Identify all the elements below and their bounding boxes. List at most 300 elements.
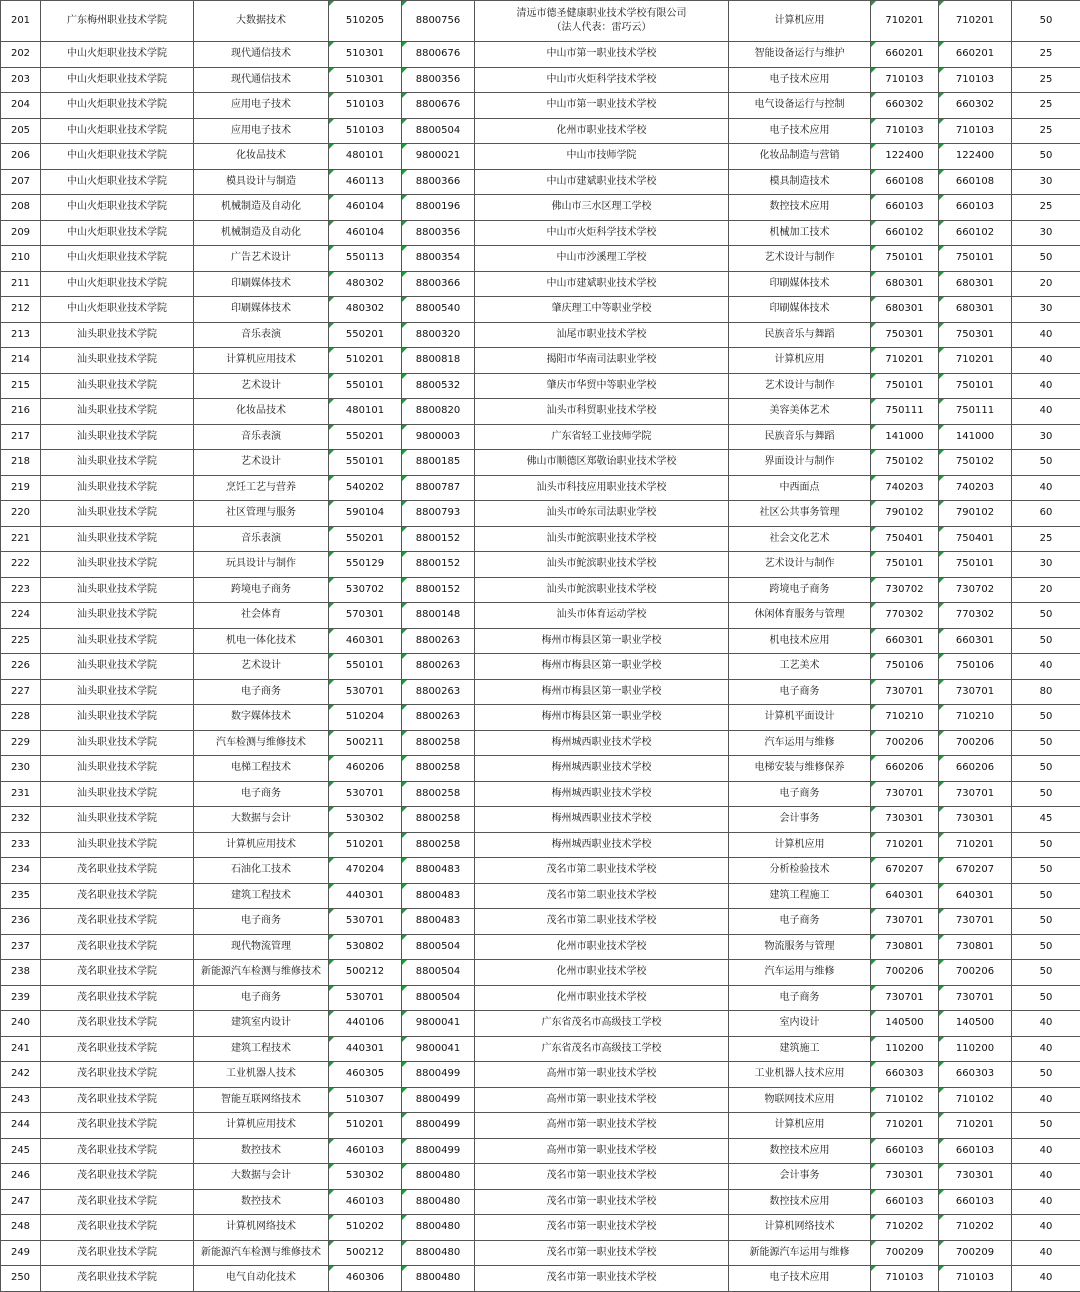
cell-no: 246: [1, 1164, 41, 1190]
table-row: [1, 1164, 1080, 1190]
table-row: [1, 934, 1080, 960]
table-row: [1, 93, 1080, 119]
cell-major-code: 480302: [329, 271, 402, 297]
cell-code2: 640301: [871, 883, 939, 909]
cell-code2: 750102: [871, 450, 939, 476]
cell-major: 玩具设计与制作: [194, 552, 329, 578]
cell-no: 204: [1, 93, 41, 119]
cell-school-code: 8800480: [402, 1266, 475, 1292]
cell-code2: 710102: [871, 1087, 939, 1113]
cell-sec-major: 新能源汽车运用与维修: [729, 1240, 871, 1266]
cell-code3: 730801: [939, 934, 1012, 960]
cell-count: 50: [1012, 858, 1080, 884]
cell-school: 茂名市第二职业技术学校: [475, 909, 729, 935]
cell-major-code: 540202: [329, 475, 402, 501]
cell-count: 40: [1012, 1215, 1080, 1241]
cell-no: 214: [1, 348, 41, 374]
cell-school: 中山市第一职业技术学校: [475, 93, 729, 119]
cell-college: 中山火炬职业技术学院: [41, 271, 194, 297]
cell-major-code: 460104: [329, 220, 402, 246]
cell-major-code: 550201: [329, 526, 402, 552]
cell-school-code: 8800196: [402, 195, 475, 221]
cell-code2: 660102: [871, 220, 939, 246]
cell-major: 数字媒体技术: [194, 705, 329, 731]
cell-no: 227: [1, 679, 41, 705]
cell-count: 30: [1012, 169, 1080, 195]
cell-count: 40: [1012, 1011, 1080, 1037]
cell-major: 建筑工程技术: [194, 1036, 329, 1062]
cell-school-code: 8800480: [402, 1164, 475, 1190]
cell-no: 220: [1, 501, 41, 527]
table-row: [1, 960, 1080, 986]
cell-count: 40: [1012, 348, 1080, 374]
cell-major-code: 480302: [329, 297, 402, 323]
cell-code2: 660108: [871, 169, 939, 195]
cell-college: 茂名职业技术学院: [41, 1240, 194, 1266]
table-row: [1, 1036, 1080, 1062]
cell-sec-major: 电子商务: [729, 679, 871, 705]
cell-count: 30: [1012, 552, 1080, 578]
cell-code3: 670207: [939, 858, 1012, 884]
cell-college: 汕头职业技术学院: [41, 781, 194, 807]
cell-count: 40: [1012, 1164, 1080, 1190]
cell-code3: 750111: [939, 399, 1012, 425]
cell-sec-major: 美容美体艺术: [729, 399, 871, 425]
cell-count: 30: [1012, 220, 1080, 246]
cell-school: 茂名市第二职业技术学校: [475, 858, 729, 884]
cell-major-code: 510201: [329, 832, 402, 858]
cell-major-code: 510204: [329, 705, 402, 731]
cell-code3: 730301: [939, 807, 1012, 833]
cell-school: 茂名市第一职业技术学校: [475, 1240, 729, 1266]
cell-code2: 680301: [871, 271, 939, 297]
table-row: [1, 654, 1080, 680]
cell-major-code: 550101: [329, 654, 402, 680]
cell-no: 245: [1, 1138, 41, 1164]
cell-school: 梅州市梅县区第一职业学校: [475, 654, 729, 680]
cell-no: 209: [1, 220, 41, 246]
cell-college: 中山火炬职业技术学院: [41, 169, 194, 195]
cell-school-code: 8800258: [402, 781, 475, 807]
cell-no: 249: [1, 1240, 41, 1266]
cell-school-code: 8800263: [402, 654, 475, 680]
cell-code2: 730701: [871, 781, 939, 807]
table-row: [1, 501, 1080, 527]
cell-college: 汕头职业技术学院: [41, 577, 194, 603]
cell-sec-major: 化妆品制造与营销: [729, 144, 871, 170]
cell-major-code: 530701: [329, 679, 402, 705]
cell-count: 40: [1012, 1266, 1080, 1292]
cell-college: 中山火炬职业技术学院: [41, 118, 194, 144]
cell-school: 高州市第一职业技术学校: [475, 1087, 729, 1113]
cell-code3: 710210: [939, 705, 1012, 731]
cell-count: 40: [1012, 1087, 1080, 1113]
table-row: [1, 679, 1080, 705]
cell-major: 化妆品技术: [194, 399, 329, 425]
cell-count: 50: [1012, 628, 1080, 654]
cell-college: 汕头职业技术学院: [41, 654, 194, 680]
cell-college: 茂名职业技术学院: [41, 1189, 194, 1215]
cell-no: 213: [1, 322, 41, 348]
cell-code2: 710201: [871, 1, 939, 42]
cell-code2: 710201: [871, 1113, 939, 1139]
cell-sec-major: 物流服务与管理: [729, 934, 871, 960]
cell-school-code: 8800504: [402, 960, 475, 986]
table-row: [1, 756, 1080, 782]
cell-college: 茂名职业技术学院: [41, 909, 194, 935]
table-row: [1, 909, 1080, 935]
cell-major-code: 550113: [329, 246, 402, 272]
cell-major: 建筑工程技术: [194, 883, 329, 909]
cell-count: 25: [1012, 67, 1080, 93]
cell-major: 大数据与会计: [194, 1164, 329, 1190]
cell-college: 中山火炬职业技术学院: [41, 246, 194, 272]
cell-major-code: 530802: [329, 934, 402, 960]
cell-count: 50: [1012, 450, 1080, 476]
cell-major-code: 440301: [329, 883, 402, 909]
cell-college: 汕头职业技术学院: [41, 832, 194, 858]
cell-sec-major: 汽车运用与维修: [729, 960, 871, 986]
cell-code3: 730701: [939, 985, 1012, 1011]
cell-major-code: 510103: [329, 118, 402, 144]
cell-no: 215: [1, 373, 41, 399]
cell-school: 梅州市梅县区第一职业学校: [475, 679, 729, 705]
cell-school-code: 8800366: [402, 271, 475, 297]
cell-count: 40: [1012, 399, 1080, 425]
cell-school: 汕尾市职业技术学校: [475, 322, 729, 348]
cell-major: 新能源汽车检测与维修技术: [194, 960, 329, 986]
cell-major: 应用电子技术: [194, 93, 329, 119]
cell-school: 汕头市鮀滨职业技术学校: [475, 526, 729, 552]
cell-no: 238: [1, 960, 41, 986]
cell-school: 高州市第一职业技术学校: [475, 1062, 729, 1088]
cell-college: 汕头职业技术学院: [41, 756, 194, 782]
cell-major: 石油化工技术: [194, 858, 329, 884]
cell-major-code: 500212: [329, 960, 402, 986]
cell-school-code: 8800499: [402, 1087, 475, 1113]
cell-code2: 700206: [871, 960, 939, 986]
cell-school-code: 8800540: [402, 297, 475, 323]
cell-school-code: 9800041: [402, 1036, 475, 1062]
cell-sec-major: 电子技术应用: [729, 67, 871, 93]
cell-code3: 660201: [939, 42, 1012, 68]
cell-major-code: 460113: [329, 169, 402, 195]
cell-code2: 710103: [871, 67, 939, 93]
cell-school-code: 8800356: [402, 220, 475, 246]
cell-major: 现代通信技术: [194, 67, 329, 93]
cell-sec-major: 电子商务: [729, 909, 871, 935]
cell-sec-major: 电子商务: [729, 781, 871, 807]
cell-count: 25: [1012, 526, 1080, 552]
cell-code3: 750106: [939, 654, 1012, 680]
cell-code2: 660303: [871, 1062, 939, 1088]
cell-sec-major: 艺术设计与制作: [729, 552, 871, 578]
cell-school-code: 8800480: [402, 1215, 475, 1241]
cell-school: 梅州城西职业技术学校: [475, 756, 729, 782]
cell-major-code: 510202: [329, 1215, 402, 1241]
table-row: [1, 42, 1080, 68]
cell-college: 汕头职业技术学院: [41, 322, 194, 348]
cell-school-code: 8800263: [402, 628, 475, 654]
cell-major: 电子商务: [194, 909, 329, 935]
table-row: [1, 1266, 1080, 1292]
cell-sec-major: 民族音乐与舞蹈: [729, 322, 871, 348]
cell-no: 218: [1, 450, 41, 476]
cell-count: 30: [1012, 424, 1080, 450]
table-row: [1, 1011, 1080, 1037]
cell-school: 肇庆理工中等职业学校: [475, 297, 729, 323]
cell-sec-major: 会计事务: [729, 807, 871, 833]
cell-major: 大数据技术: [194, 1, 329, 42]
cell-no: 205: [1, 118, 41, 144]
cell-code2: 730301: [871, 1164, 939, 1190]
cell-code3: 660303: [939, 1062, 1012, 1088]
table-row: [1, 628, 1080, 654]
cell-no: 234: [1, 858, 41, 884]
cell-sec-major: 电梯安装与维修保养: [729, 756, 871, 782]
cell-code3: 660301: [939, 628, 1012, 654]
cell-major: 社会体育: [194, 603, 329, 629]
cell-school-code: 8800258: [402, 832, 475, 858]
cell-count: 50: [1012, 781, 1080, 807]
cell-school: 高州市第一职业技术学校: [475, 1113, 729, 1139]
cell-major-code: 510201: [329, 1113, 402, 1139]
cell-college: 汕头职业技术学院: [41, 399, 194, 425]
cell-major: 电梯工程技术: [194, 756, 329, 782]
cell-major-code: 530701: [329, 909, 402, 935]
cell-sec-major: 印刷媒体技术: [729, 271, 871, 297]
cell-major: 机电一体化技术: [194, 628, 329, 654]
table-row: [1, 705, 1080, 731]
cell-code2: 710103: [871, 118, 939, 144]
cell-school: [475, 1, 729, 42]
cell-major: 社区管理与服务: [194, 501, 329, 527]
cell-code3: 750102: [939, 450, 1012, 476]
cell-school-code: 8800756: [402, 1, 475, 42]
cell-code3: 640301: [939, 883, 1012, 909]
cell-sec-major: 计算机应用: [729, 1113, 871, 1139]
cell-code3: 740203: [939, 475, 1012, 501]
cell-count: 50: [1012, 1113, 1080, 1139]
cell-college: 茂名职业技术学院: [41, 934, 194, 960]
cell-no: 210: [1, 246, 41, 272]
cell-code3: 660206: [939, 756, 1012, 782]
cell-code3: 680301: [939, 297, 1012, 323]
cell-major: 电气自动化技术: [194, 1266, 329, 1292]
cell-school: 揭阳市华南司法职业学校: [475, 348, 729, 374]
cell-count: 50: [1012, 960, 1080, 986]
cell-school-code: 8800499: [402, 1113, 475, 1139]
cell-major: 计算机应用技术: [194, 348, 329, 374]
cell-code3: 110200: [939, 1036, 1012, 1062]
cell-school: 汕头市科技应用职业技术学校: [475, 475, 729, 501]
cell-sec-major: 社会文化艺术: [729, 526, 871, 552]
cell-major-code: 530701: [329, 985, 402, 1011]
cell-college: 汕头职业技术学院: [41, 603, 194, 629]
table-row: [1, 322, 1080, 348]
cell-major: 印刷媒体技术: [194, 271, 329, 297]
cell-count: 25: [1012, 93, 1080, 119]
cell-college: 汕头职业技术学院: [41, 373, 194, 399]
cell-college: 茂名职业技术学院: [41, 883, 194, 909]
cell-major-code: 480101: [329, 144, 402, 170]
cell-code3: 710201: [939, 1, 1012, 42]
cell-code3: 660103: [939, 1189, 1012, 1215]
cell-college: 中山火炬职业技术学院: [41, 220, 194, 246]
cell-code3: 141000: [939, 424, 1012, 450]
cell-school-code: 8800152: [402, 526, 475, 552]
table-row: [1, 195, 1080, 221]
table-row: [1, 781, 1080, 807]
cell-count: 50: [1012, 730, 1080, 756]
table-row: [1, 1087, 1080, 1113]
cell-school-code: 8800263: [402, 679, 475, 705]
cell-school-code: 8800185: [402, 450, 475, 476]
cell-code3: 710201: [939, 348, 1012, 374]
cell-sec-major: 电子技术应用: [729, 118, 871, 144]
table-row: [1, 807, 1080, 833]
cell-code3: 750401: [939, 526, 1012, 552]
cell-no: 201: [1, 1, 41, 42]
cell-code2: 750101: [871, 373, 939, 399]
cell-code3: 750101: [939, 246, 1012, 272]
cell-no: 203: [1, 67, 41, 93]
cell-major: 数控技术: [194, 1138, 329, 1164]
table-body: [1, 1, 1080, 1292]
table-row: [1, 858, 1080, 884]
cell-no: 241: [1, 1036, 41, 1062]
cell-code3: 750101: [939, 552, 1012, 578]
cell-code3: 730701: [939, 781, 1012, 807]
cell-sec-major: 室内设计: [729, 1011, 871, 1037]
cell-sec-major: 计算机应用: [729, 1, 871, 42]
cell-count: 40: [1012, 1240, 1080, 1266]
cell-school-code: 8800676: [402, 42, 475, 68]
cell-no: 231: [1, 781, 41, 807]
cell-count: 50: [1012, 144, 1080, 170]
cell-school-code: 8800787: [402, 475, 475, 501]
cell-major: 烹饪工艺与营养: [194, 475, 329, 501]
cell-code2: 730701: [871, 985, 939, 1011]
cell-major: 新能源汽车检测与维修技术: [194, 1240, 329, 1266]
cell-school: 汕头市体育运动学校: [475, 603, 729, 629]
table-row: [1, 246, 1080, 272]
cell-school: 茂名市第一职业技术学校: [475, 1189, 729, 1215]
cell-college: 汕头职业技术学院: [41, 679, 194, 705]
table-row: [1, 730, 1080, 756]
cell-school: 梅州城西职业技术学校: [475, 730, 729, 756]
cell-code2: 740203: [871, 475, 939, 501]
cell-school: 茂名市第一职业技术学校: [475, 1266, 729, 1292]
cell-school-code: 8800532: [402, 373, 475, 399]
cell-school: 佛山市顺德区郑敬诒职业技术学校: [475, 450, 729, 476]
cell-major-code: 590104: [329, 501, 402, 527]
cell-school-code: 8800483: [402, 909, 475, 935]
cell-major: 音乐表演: [194, 322, 329, 348]
cell-major: 工业机器人技术: [194, 1062, 329, 1088]
cell-code2: 710103: [871, 1266, 939, 1292]
cell-sec-major: 物联网技术应用: [729, 1087, 871, 1113]
cell-code3: 700209: [939, 1240, 1012, 1266]
cell-sec-major: 计算机网络技术: [729, 1215, 871, 1241]
cell-no: 242: [1, 1062, 41, 1088]
table-row: [1, 1215, 1080, 1241]
cell-school-code: 8800366: [402, 169, 475, 195]
cell-college: 茂名职业技术学院: [41, 1138, 194, 1164]
cell-college: 汕头职业技术学院: [41, 450, 194, 476]
cell-major: 数控技术: [194, 1189, 329, 1215]
cell-count: 45: [1012, 807, 1080, 833]
cell-code2: 660103: [871, 1138, 939, 1164]
cell-major: 音乐表演: [194, 424, 329, 450]
cell-major-code: 510301: [329, 42, 402, 68]
cell-major-code: 460305: [329, 1062, 402, 1088]
cell-no: 239: [1, 985, 41, 1011]
cell-code3: 790102: [939, 501, 1012, 527]
cell-major: 电子商务: [194, 679, 329, 705]
cell-school: 佛山市三水区理工学校: [475, 195, 729, 221]
cell-college: 茂名职业技术学院: [41, 1266, 194, 1292]
cell-code2: 790102: [871, 501, 939, 527]
cell-school-code: 8800818: [402, 348, 475, 374]
cell-major-code: 460103: [329, 1138, 402, 1164]
cell-major-code: 500211: [329, 730, 402, 756]
table-row: [1, 1138, 1080, 1164]
cell-school: 中山市第一职业技术学校: [475, 42, 729, 68]
cell-no: 222: [1, 552, 41, 578]
cell-code2: 750301: [871, 322, 939, 348]
cell-school: 化州市职业技术学校: [475, 934, 729, 960]
cell-code3: 710103: [939, 118, 1012, 144]
cell-code2: 660103: [871, 195, 939, 221]
cell-no: 237: [1, 934, 41, 960]
cell-no: 229: [1, 730, 41, 756]
cell-code2: 710201: [871, 832, 939, 858]
cell-code2: 140500: [871, 1011, 939, 1037]
cell-school: 中山市技师学院: [475, 144, 729, 170]
cell-code3: 122400: [939, 144, 1012, 170]
cell-college: 汕头职业技术学院: [41, 552, 194, 578]
cell-school: 中山市火炬科学技术学校: [475, 220, 729, 246]
table-row: [1, 1189, 1080, 1215]
cell-count: 40: [1012, 654, 1080, 680]
cell-major: 音乐表演: [194, 526, 329, 552]
cell-code2: 660206: [871, 756, 939, 782]
cell-college: 中山火炬职业技术学院: [41, 67, 194, 93]
cell-major: 艺术设计: [194, 373, 329, 399]
cell-no: 221: [1, 526, 41, 552]
table-row: [1, 1113, 1080, 1139]
table-row: [1, 1240, 1080, 1266]
cell-major-code: 510201: [329, 348, 402, 374]
cell-school: 梅州城西职业技术学校: [475, 781, 729, 807]
cell-code3: 710201: [939, 1113, 1012, 1139]
cell-no: 228: [1, 705, 41, 731]
cell-school: 广东省茂名市高级技工学校: [475, 1011, 729, 1037]
cell-code3: 710103: [939, 67, 1012, 93]
table-row: [1, 67, 1080, 93]
cell-major-code: 510103: [329, 93, 402, 119]
cell-major: 计算机网络技术: [194, 1215, 329, 1241]
cell-major: 电子商务: [194, 985, 329, 1011]
cell-major: 艺术设计: [194, 654, 329, 680]
table-row: [1, 526, 1080, 552]
cell-major-code: 510205: [329, 1, 402, 42]
cell-count: 50: [1012, 705, 1080, 731]
cell-school: 梅州市梅县区第一职业学校: [475, 628, 729, 654]
cell-no: 216: [1, 399, 41, 425]
cell-code2: 680301: [871, 297, 939, 323]
